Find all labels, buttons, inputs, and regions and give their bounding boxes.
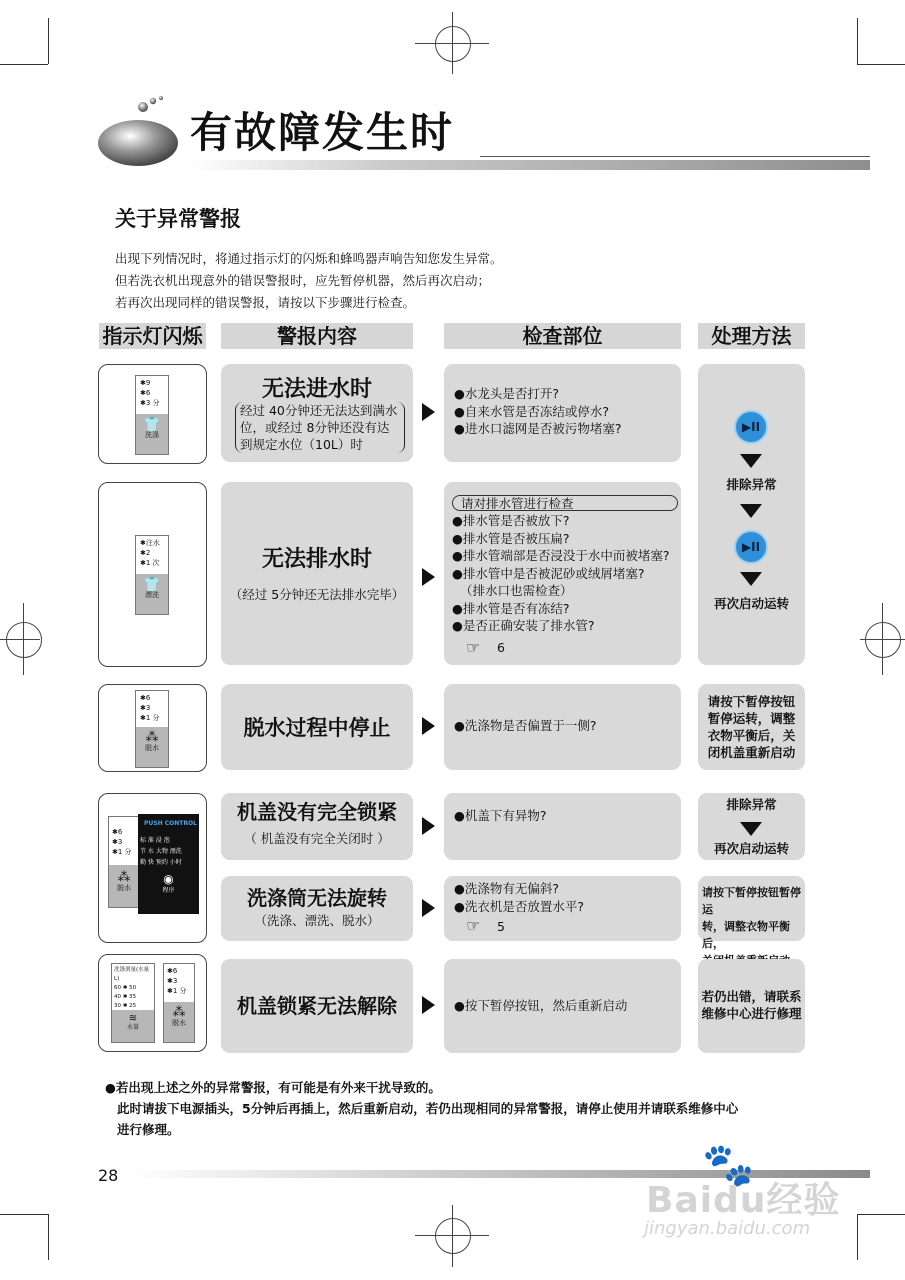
arrow-right-icon (422, 817, 435, 835)
indicator-light: ✱6 (140, 694, 151, 702)
indicator-light: ✱3 分 (140, 399, 160, 407)
water-level-option: 60 ✱ 50 (114, 985, 137, 991)
title-bar (190, 160, 870, 170)
indicator-label: 脱水 (172, 1019, 186, 1027)
arrow-right-icon (422, 568, 435, 586)
handling-line: 闭机盖重新启动 (707, 745, 796, 760)
handling-line: 衣物平衡后，关 (707, 728, 796, 743)
panel-option: 勤 快 预约 小时 (140, 859, 182, 866)
handling-line: 请按下暂停按钮 (707, 694, 796, 709)
alarm-subtitle: （ 机盖没有完全关闭时 ） (244, 831, 390, 846)
check-box (444, 482, 681, 665)
handling-box (698, 959, 805, 1053)
crop-mark (48, 1214, 49, 1260)
arrow-down-icon (740, 454, 762, 468)
indicator-display (135, 690, 169, 768)
alarm-subtitle-line: 经过 40分钟还无法达到满水 (240, 403, 398, 418)
check-item: ●排水管是否有冻结? (452, 600, 570, 616)
arrow-down-icon (740, 504, 762, 518)
watermark-brand: Baidu经验 (646, 1180, 841, 1221)
crop-mark (857, 1214, 905, 1215)
column-header-check: 检查部位 (444, 323, 681, 349)
alarm-box (221, 876, 413, 941)
handling-text: 排除异常 (726, 797, 777, 812)
page-number: 28 (98, 1166, 119, 1185)
indicator-light: ✱1 分 (112, 848, 132, 856)
alarm-box (221, 482, 413, 665)
handling-box (698, 684, 805, 770)
handling-line: 请按下暂停按钮暂停运 (702, 886, 801, 916)
indicator-light: ✱1 分 (140, 714, 160, 722)
check-item: ●机盖下有异物? (454, 808, 547, 823)
alarm-box (221, 364, 413, 462)
handling-line: 暂停运转，调整 (707, 711, 796, 726)
indicator-light: ✱1 次 (140, 559, 160, 567)
handling-text (698, 988, 805, 1022)
handling-text (698, 693, 805, 761)
section-title: 关于异常警报 (115, 207, 241, 231)
footer-note-line: ●若出现上述之外的异常警报，有可能是有外来干扰导致的。 (105, 1080, 441, 1095)
arrow-right-icon (422, 899, 435, 917)
pause-play-icon: ▶II (734, 530, 768, 564)
alarm-subtitle-line: 到规定水位（10L）时 (240, 437, 363, 452)
water-icon: ≋ (128, 1013, 138, 1024)
check-item: ●自来水管是否冻结或停水? (454, 403, 610, 419)
alarm-title: 无法进水时 (261, 377, 372, 402)
bubble-logo-icon (96, 95, 186, 170)
panel-brand: PUSH CONTROL (144, 820, 197, 827)
spin-icon: ⁂ (172, 1005, 186, 1020)
pointing-hand-icon: ☞ (466, 638, 481, 657)
indicator-display (108, 816, 140, 908)
check-item: ●洗衣机是否放置水平? (454, 898, 585, 914)
handling-box (698, 793, 805, 860)
check-item: ●洗涤物有无偏斜? (454, 881, 560, 896)
alarm-title: 机盖没有完全锁紧 (237, 800, 397, 824)
check-item: （排水口也需检查） (460, 583, 573, 598)
footer-note (105, 1077, 738, 1140)
handling-line: 维修中心进行修理 (701, 1006, 802, 1021)
panel-label: 程序 (162, 887, 175, 894)
control-panel-display (138, 814, 199, 914)
indicator-light: ✱6 (140, 389, 151, 397)
check-item: ●排水管端部是否浸没于水中而被堵塞? (452, 548, 670, 563)
crop-mark (48, 18, 49, 64)
alarm-subtitle-line: 位，或经过 8分钟还没有达 (240, 420, 390, 435)
indicator-panel (98, 364, 207, 464)
crop-mark (857, 1214, 858, 1260)
alarm-subtitle (235, 402, 405, 453)
alarm-title: 脱水过程中停止 (243, 716, 391, 740)
check-item: ●是否正确安装了排水管? (452, 618, 595, 633)
arrow-down-icon (740, 572, 762, 586)
check-item: ●水龙头是否打开? (454, 386, 560, 401)
check-header: 请对排水管进行检查 (452, 495, 678, 511)
spin-icon: ⁂ (145, 730, 159, 745)
crop-mark (857, 18, 858, 64)
indicator-light: ✱注水 (140, 539, 160, 547)
check-item: ●排水管中是否被泥砂或绒屑堵塞? (452, 565, 645, 581)
indicator-light: ✱2 (140, 549, 151, 557)
alarm-title: 洗涤筒无法旋转 (247, 886, 387, 910)
watermark-url: jingyan.baidu.com (644, 1218, 811, 1239)
indicator-panel (98, 954, 207, 1052)
indicator-label: 水量 (126, 1024, 139, 1031)
indicator-light: ✱3 (112, 838, 123, 846)
handling-text: 排除异常 (726, 477, 777, 492)
indicator-light: ✱6 (112, 828, 123, 836)
panel-option: 标 准 浸 泡 (140, 837, 170, 844)
indicator-label: 漂洗 (145, 591, 159, 599)
paw-icon: 🐾 (702, 1140, 755, 1189)
check-box (444, 364, 681, 462)
check-box (444, 876, 681, 941)
water-level-option: 40 ✱ 35 (114, 994, 137, 1000)
indicator-light: ✱3 (167, 977, 178, 985)
indicator-light: ✱3 (140, 704, 151, 712)
title-rule (480, 156, 870, 157)
indicator-display (135, 535, 169, 615)
footer-note-line: 此时请拔下电源插头，5分钟后再插上，然后重新启动，若仍出现相同的异常警报，请停止使用并请联系维修中心 (117, 1101, 739, 1116)
handling-box (698, 364, 805, 665)
check-item: ●进水口滤网是否被污物堵塞? (454, 421, 622, 436)
indicator-panel (98, 482, 207, 667)
column-header-indicator: 指示灯闪烁 (99, 323, 206, 349)
indicator-light: ✱1 分 (167, 987, 187, 995)
column-header-handling: 处理方法 (698, 323, 805, 349)
indicator-light: ✱9 (140, 379, 151, 387)
arrow-right-icon (422, 717, 435, 735)
arrow-down-icon (740, 822, 762, 836)
alarm-box (221, 793, 413, 860)
indicator-light: ✱6 (167, 967, 178, 975)
check-box (444, 959, 681, 1053)
crop-mark (0, 1214, 48, 1215)
water-level-option: 30 ✱ 25 (114, 1003, 137, 1009)
indicator-panel (98, 684, 207, 772)
check-box (444, 684, 681, 770)
arrow-right-icon (422, 996, 435, 1014)
alarm-subtitle: （经过 5分钟还无法排水完毕） (229, 587, 405, 602)
intro-line: 若再次出现同样的错误警报，请按以下步骤进行检查。 (115, 295, 416, 310)
shirt-icon: 👕 (143, 417, 161, 433)
indicator-label: 脱水 (117, 884, 131, 892)
page-reference: 6 (497, 640, 505, 655)
handling-box (698, 876, 805, 950)
indicator-panel (98, 793, 207, 943)
pause-play-icon: ▶II (734, 410, 768, 444)
page-reference: 5 (497, 919, 505, 934)
water-level-label: 洗涤剂量(水量L) (114, 967, 150, 982)
spin-icon: ⁂ (117, 870, 131, 885)
alarm-subtitle: （洗涤、漂洗、脱水） (254, 913, 380, 928)
handling-line: 转，调整衣物平衡后， (702, 920, 790, 950)
water-level-display (111, 963, 155, 1043)
check-item: ●排水管是否被压扁? (452, 530, 570, 546)
program-dial-icon: ◉ (163, 872, 174, 886)
crop-mark (857, 64, 905, 65)
indicator-label: 脱水 (145, 744, 159, 752)
handling-text: 再次启动运转 (713, 596, 789, 611)
indicator-display (135, 375, 169, 455)
check-box (444, 793, 681, 860)
intro-line: 出现下列情况时，将通过指示灯的闪烁和蜂鸣器声响告知您发生异常。 (115, 251, 503, 266)
check-item: ●按下暂停按钮，然后重新启动 (454, 998, 628, 1013)
handling-text: 再次启动运转 (713, 841, 789, 856)
indicator-display (163, 963, 195, 1043)
panel-option: 节 水 大物 漂洗 (140, 848, 182, 855)
page-title: 有故障发生时 (190, 108, 455, 157)
handling-text (702, 884, 803, 969)
intro-line: 但若洗衣机出现意外的错误警报时，应先暂停机器，然后再次启动； (115, 273, 491, 288)
alarm-box (221, 684, 413, 770)
column-header-alarm: 警报内容 (221, 323, 413, 349)
arrow-right-icon (422, 403, 435, 421)
footer-note-line: 进行修理。 (117, 1122, 180, 1137)
check-item: ●洗涤物是否偏置于一侧? (454, 718, 597, 733)
alarm-title: 机盖锁紧无法解除 (237, 994, 397, 1018)
indicator-label: 洗涤 (145, 431, 159, 439)
pointing-hand-icon: ☞ (466, 916, 481, 935)
check-item: ●排水管是否被放下? (452, 513, 570, 528)
shirt-icon: 👕 (143, 577, 161, 593)
handling-line: 若仍出错，请联系 (701, 989, 802, 1004)
alarm-title: 无法排水时 (261, 547, 372, 572)
alarm-box (221, 959, 413, 1053)
crop-mark (0, 64, 48, 65)
